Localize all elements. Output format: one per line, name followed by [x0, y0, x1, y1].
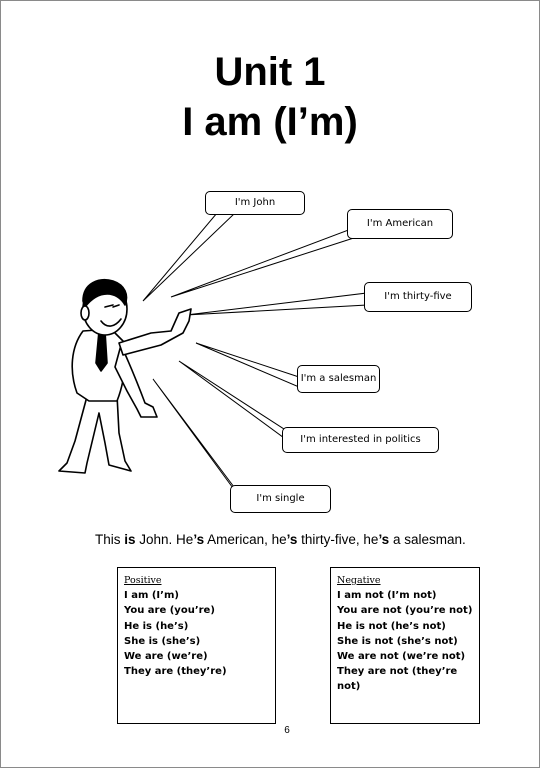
- negative-row: She is not (she’s not): [337, 635, 458, 647]
- speech-bubble-john: I'm John: [205, 191, 305, 215]
- speech-bubble-salesman: I'm a salesman: [297, 365, 380, 393]
- speech-bubble-thirty-five: I'm thirty-five: [364, 282, 472, 312]
- positive-row: She is (she’s): [124, 635, 201, 647]
- intro-sentence: This is John. He’s American, he’s thirty-five, he’s a salesman.: [95, 532, 466, 547]
- positive-row: I am (I’m): [124, 590, 179, 602]
- page-number: 6: [284, 725, 290, 736]
- negative-heading: Negative: [337, 575, 381, 586]
- speech-bubble-single: I'm single: [230, 485, 331, 513]
- unit-title: Unit 1: [214, 50, 326, 94]
- positive-heading: Positive: [124, 575, 162, 586]
- lesson-title: I am (I’m): [182, 100, 358, 144]
- negative-forms-box: [330, 567, 480, 724]
- pointer-thirty-five: [186, 293, 367, 315]
- positive-row: They are (they’re): [124, 666, 227, 678]
- positive-forms-box: [117, 567, 276, 724]
- positive-row: You are (you’re): [124, 605, 215, 617]
- negative-row: I am not (I’m not): [337, 590, 437, 602]
- positive-row: We are (we’re): [124, 651, 208, 663]
- pointer-john: [143, 213, 235, 301]
- speech-bubble-american: I'm American: [347, 209, 453, 239]
- speech-bubble-politics: I'm interested in politics: [282, 427, 439, 453]
- negative-row: We are not (we’re not): [337, 651, 466, 663]
- negative-row: He is not (he’s not): [337, 620, 446, 632]
- cartoon-man-pointing-icon: [1, 181, 540, 521]
- negative-row: You are not (you’re not): [337, 605, 473, 617]
- pointer-salesman: [196, 343, 299, 387]
- positive-row: He is (he’s): [124, 620, 189, 632]
- negative-row: They are not (they’re not): [337, 666, 458, 693]
